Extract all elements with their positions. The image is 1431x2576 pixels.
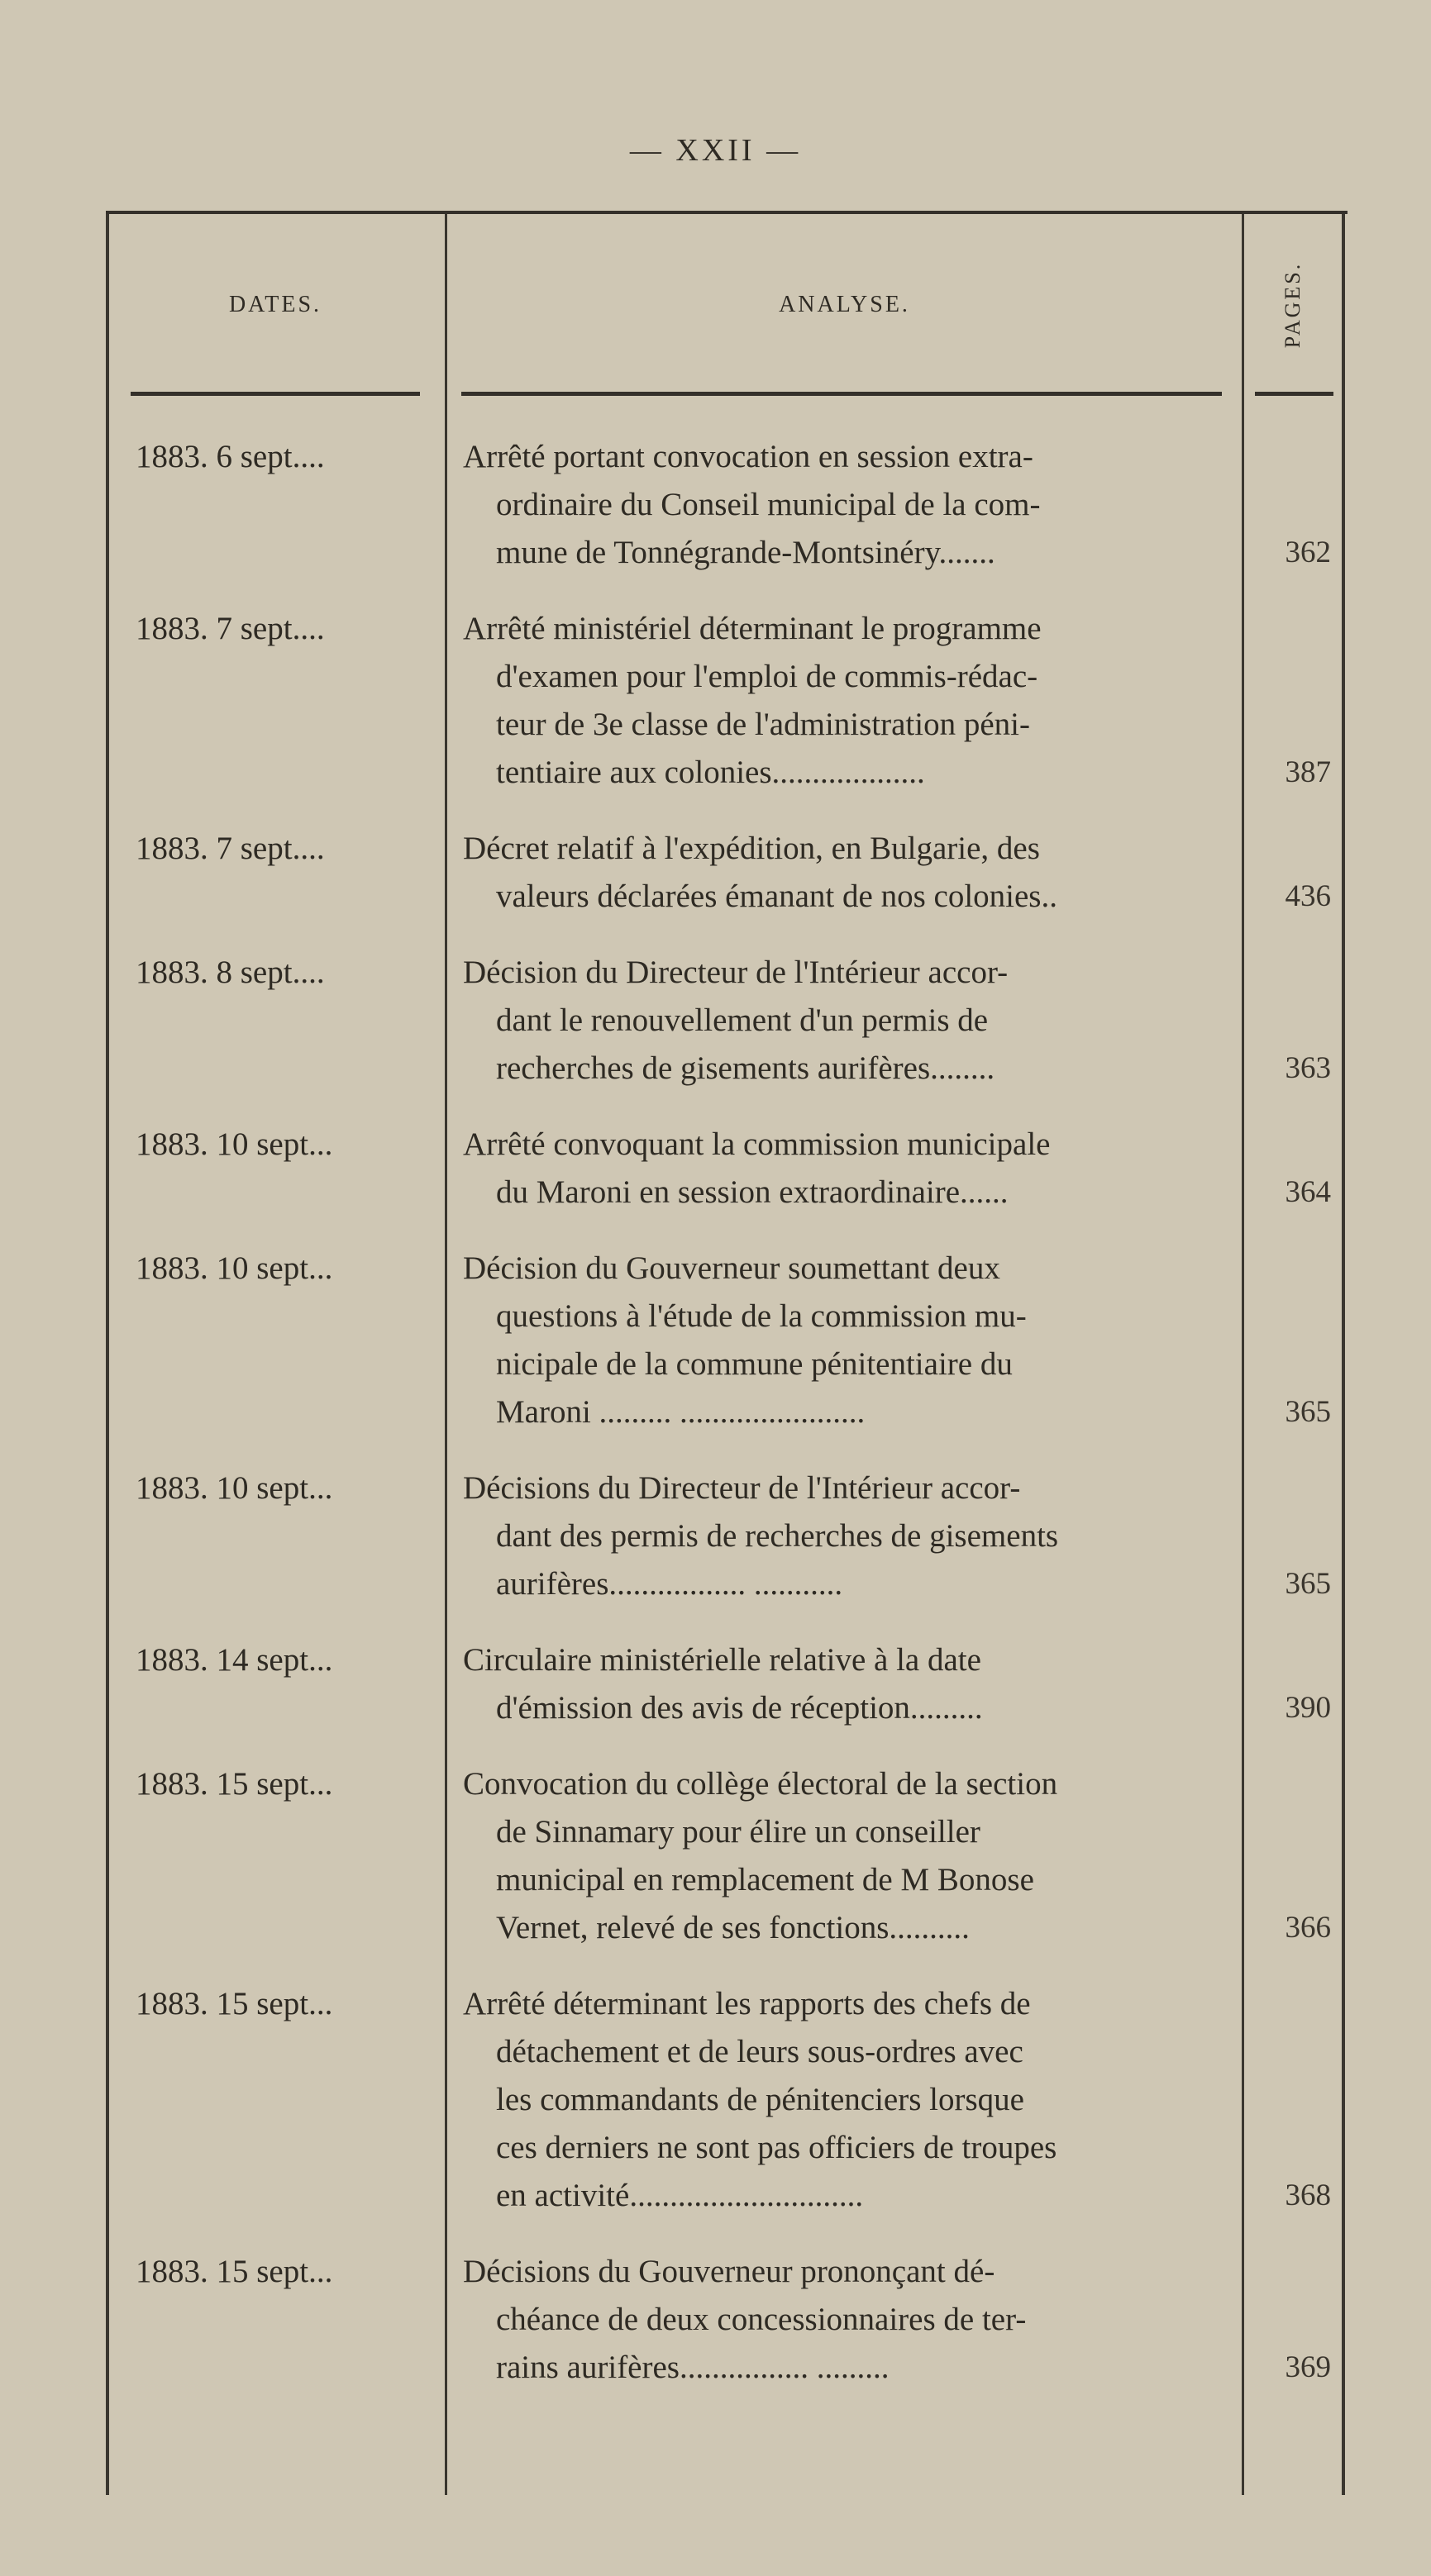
entry-analysis [445, 1464, 1242, 1608]
entry-analysis [445, 433, 1242, 577]
entry-page-number: 365 [1285, 1567, 1331, 1601]
entry-page-number: 366 [1285, 1911, 1331, 1945]
analysis-line: d'examen pour l'emploi de commis-rédac- [496, 659, 1038, 694]
analysis-line: mune de Tonnégrande-Montsinéry....... [496, 535, 995, 570]
entry-date: 1883. 14 sept... [136, 1642, 333, 1678]
analysis-line: Maroni ......... ....................... [496, 1394, 866, 1430]
entry-analysis [445, 605, 1242, 797]
page-header: — XXII — [629, 133, 802, 168]
analysis-line: teur de 3e classe de l'administration péni- [496, 707, 1030, 742]
entry-analysis [445, 949, 1242, 1093]
entries-list [106, 433, 1348, 2420]
header-pages-label: PAGES. [1281, 261, 1305, 349]
entry-date: 1883. 10 sept... [136, 1126, 333, 1162]
entry-page-number: 364 [1285, 1175, 1331, 1209]
analysis-line: Arrêté portant convocation en session extra- [463, 439, 1033, 474]
analysis-line: valeurs déclarées émanant de nos colonies.. [496, 879, 1057, 914]
analysis-line: recherches de gisements aurifères........ [496, 1050, 995, 1086]
entry-date: 1883. 7 sept.... [136, 611, 325, 646]
entry-page-number: 362 [1285, 536, 1331, 569]
analysis-line: Décisions du Directeur de l'Intérieur accor- [463, 1470, 1021, 1506]
analysis-line: de Sinnamary pour élire un conseiller [496, 1814, 980, 1850]
entry-date: 1883. 15 sept... [136, 1766, 333, 1802]
table-row [106, 2248, 1348, 2392]
entry-date: 1883. 6 sept.... [136, 439, 325, 474]
entry-page-number: 368 [1285, 2178, 1331, 2212]
analysis-line: Arrêté convoquant la commission municipale [463, 1126, 1051, 1162]
entry-date: 1883. 15 sept... [136, 1986, 333, 2021]
analysis-line: Vernet, relevé de ses fonctions.......... [496, 1910, 970, 1945]
entry-page-number: 369 [1285, 2350, 1331, 2384]
entry-page-number: 387 [1285, 755, 1331, 789]
table-row [106, 1245, 1348, 1436]
entry-date: 1883. 10 sept... [136, 1250, 333, 1286]
table-row [106, 1980, 1348, 2220]
analysis-line: Décisions du Gouverneur prononçant dé- [463, 2254, 995, 2289]
analysis-line: en activité............................. [496, 2178, 864, 2213]
analysis-line: dant des permis de recherches de gisements [496, 1518, 1059, 1554]
analysis-line: questions à l'étude de la commission mu- [496, 1298, 1027, 1334]
table-row [106, 825, 1348, 921]
analysis-line: Décret relatif à l'expédition, en Bulgarie, des [463, 831, 1040, 866]
table-row [106, 605, 1348, 797]
header-dates: DATES. [228, 292, 322, 317]
analysis-line: du Maroni en session extraordinaire...... [496, 1174, 1009, 1210]
header-rule-dates [131, 392, 420, 396]
entry-page-number: 390 [1285, 1691, 1331, 1725]
analysis-line: ordinaire du Conseil municipal de la com- [496, 487, 1041, 522]
entry-analysis [445, 1980, 1242, 2220]
entry-analysis [445, 1121, 1242, 1217]
entry-page-number: 365 [1285, 1395, 1331, 1429]
entry-page-number: 436 [1285, 879, 1331, 913]
entry-date: 1883. 15 sept... [136, 2254, 333, 2289]
table-row [106, 433, 1348, 577]
header-analyse: ANALYSE. [779, 292, 910, 317]
analysis-line: Convocation du collège électoral de la section [463, 1766, 1058, 1802]
table-row [106, 1760, 1348, 1952]
analysis-line: aurifères................. ........... [496, 1566, 843, 1602]
entry-date: 1883. 7 sept.... [136, 831, 325, 866]
table-row [106, 1121, 1348, 1217]
analysis-line: dant le renouvellement d'un permis de [496, 1002, 989, 1038]
analysis-line: Arrêté ministériel déterminant le programme [463, 611, 1042, 646]
entry-page-number: 363 [1285, 1051, 1331, 1085]
analysis-line: municipal en remplacement de M Bonose [496, 1862, 1034, 1897]
analysis-line: ces derniers ne sont pas officiers de troupes [496, 2130, 1057, 2165]
analysis-line: Circulaire ministérielle relative à la date [463, 1642, 981, 1678]
index-table [106, 211, 1348, 2495]
analysis-line: d'émission des avis de réception......... [496, 1690, 983, 1726]
analysis-line: rains aurifères................ ......... [496, 2350, 890, 2385]
entry-analysis [445, 2248, 1242, 2392]
entry-analysis [445, 1636, 1242, 1732]
analysis-line: Décision du Directeur de l'Intérieur accor- [463, 955, 1009, 990]
header-rule-pages [1255, 392, 1333, 396]
analysis-line: Décision du Gouverneur soumettant deux [463, 1250, 1000, 1286]
entry-analysis [445, 1760, 1242, 1952]
table-row [106, 1464, 1348, 1608]
table-row [106, 1636, 1348, 1732]
table-row [106, 949, 1348, 1093]
header-pages [1244, 214, 1342, 396]
analysis-line: les commandants de pénitenciers lorsque [496, 2082, 1024, 2117]
analysis-line: tentiaire aux colonies................... [496, 755, 925, 790]
analysis-line: détachement et de leurs sous-ordres avec [496, 2034, 1023, 2069]
analysis-line: chéance de deux concessionnaires de ter- [496, 2302, 1027, 2337]
entry-analysis [445, 825, 1242, 921]
header-rule-analyse [461, 392, 1222, 396]
analysis-line: nicipale de la commune pénitentiaire du [496, 1346, 1013, 1382]
entry-date: 1883. 10 sept... [136, 1470, 333, 1506]
entry-date: 1883. 8 sept.... [136, 955, 325, 990]
analysis-line: Arrêté déterminant les rapports des chefs de [463, 1986, 1031, 2021]
entry-analysis [445, 1245, 1242, 1436]
